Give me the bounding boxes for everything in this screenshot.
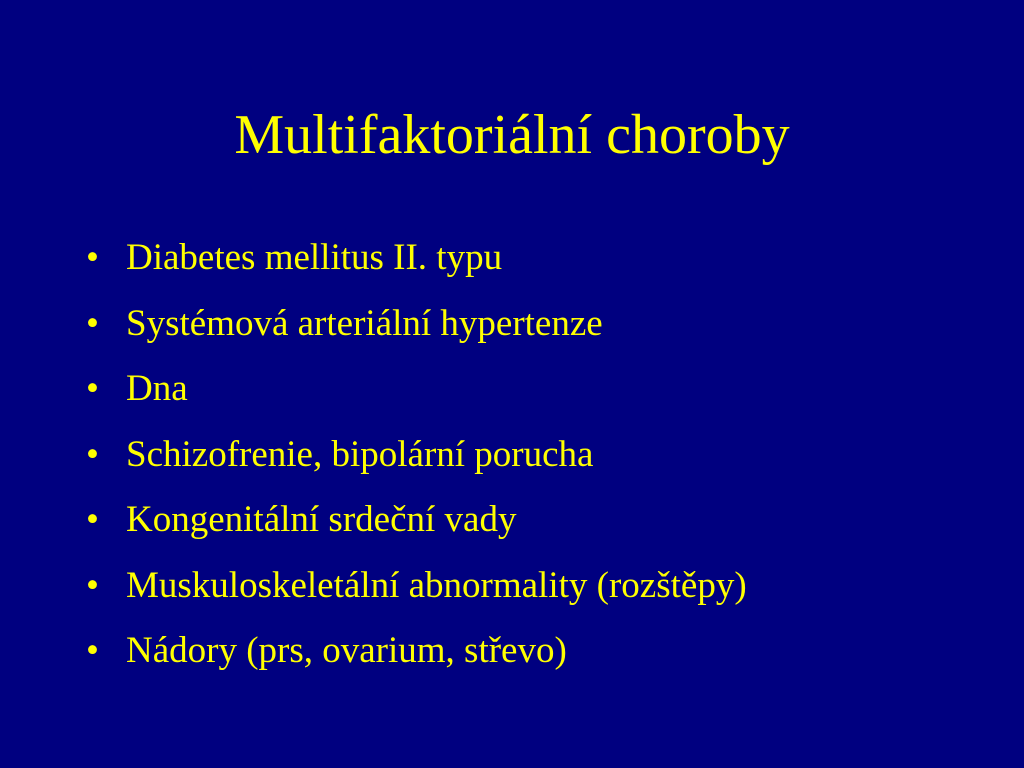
- bullet-icon: •: [86, 564, 99, 606]
- list-item-text: Diabetes mellitus II. typu: [126, 237, 503, 278]
- bullet-icon: •: [86, 499, 99, 540]
- list-item: [86, 232, 747, 298]
- bullet-icon: •: [86, 433, 99, 475]
- list-item-text: Muskuloskeletální abnormality (rozštěpy): [126, 564, 747, 606]
- list-item: [86, 298, 747, 364]
- bullet-icon: •: [86, 237, 99, 278]
- list-item-text: Schizofrenie, bipolární porucha: [126, 433, 594, 475]
- bullet-icon: •: [86, 368, 99, 409]
- bullet-list: [86, 232, 747, 691]
- list-item: [86, 429, 747, 495]
- list-item: [86, 494, 747, 560]
- list-item-text: Kongenitální srdeční vady: [126, 499, 517, 540]
- list-item-text: Nádory (prs, ovarium, střevo): [126, 630, 567, 671]
- bullet-icon: •: [86, 302, 99, 344]
- list-item: [86, 363, 747, 429]
- list-item-text: Dna: [126, 368, 188, 409]
- list-item: [86, 625, 747, 691]
- slide-title: Multifaktoriální choroby: [234, 104, 790, 166]
- list-item: [86, 560, 747, 626]
- bullet-icon: •: [86, 630, 99, 671]
- list-item-text: Systémová arteriální hypertenze: [126, 302, 603, 344]
